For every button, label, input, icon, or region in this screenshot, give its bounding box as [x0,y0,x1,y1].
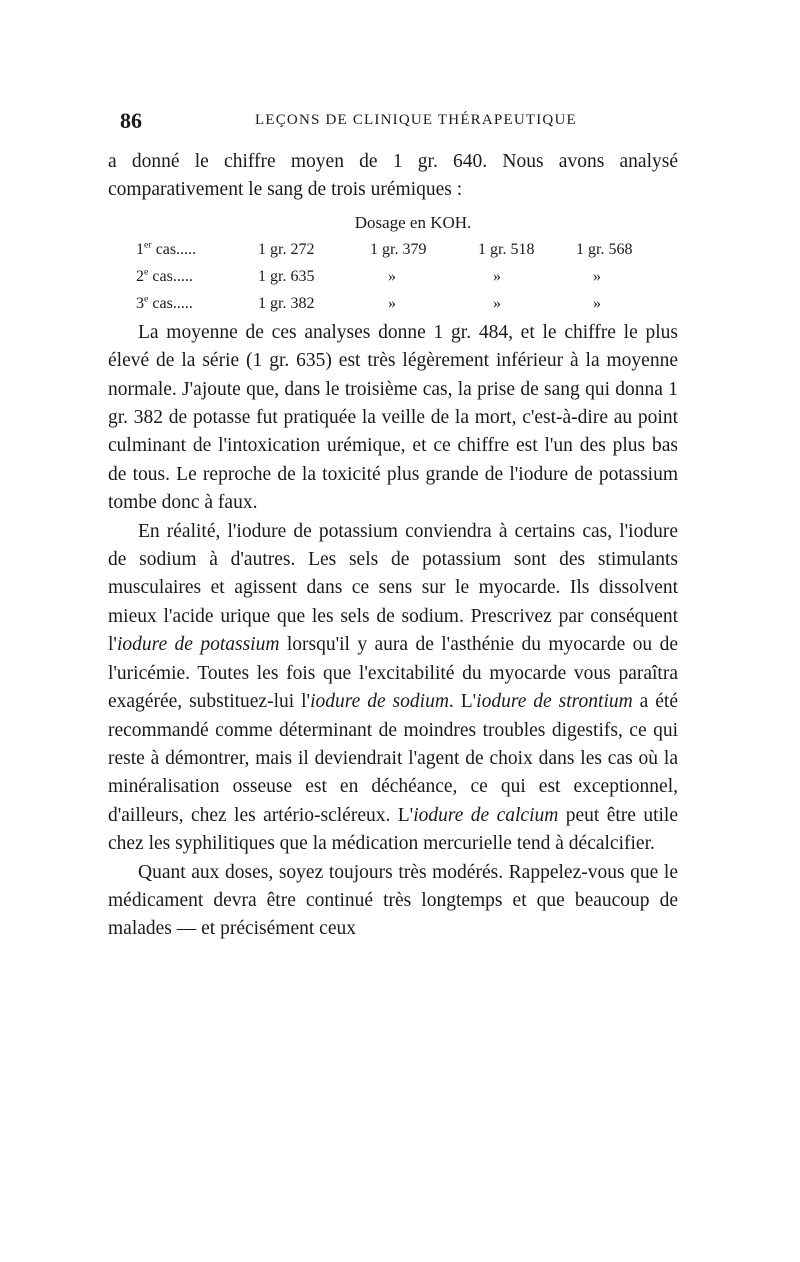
table-cell: 1 gr. 518 [478,240,535,258]
body-text [108,148,678,944]
table-cell: » [593,294,601,312]
table-row [108,290,678,317]
row-label: 2e cas..... [136,266,193,285]
koh-table [108,209,678,317]
intro-paragraph [108,148,678,205]
page-number: 86 [120,108,142,133]
table-row [108,236,678,263]
running-head [120,108,680,136]
table-cell: 1 gr. 635 [258,267,315,285]
table-row [108,263,678,290]
term-iodure-sodium: iodure de sodium [310,691,449,713]
intro-line-1: a donné le chiffre moyen de 1 gr. 640. Nous avons analysé [108,151,678,172]
term-iodure-strontium: iodure de strontium [476,691,633,713]
term-iodure-potassium: iodure de potassium [116,634,280,656]
paragraph-doses: Quant aux doses, soyez toujours très modérés. Rappelez-vous que le médicament devra être continué très longtemps et que beaucoup de malades — et précisément ceux [108,861,678,940]
table-cell: 1 gr. 382 [258,294,315,312]
table-cell: 1 gr. 379 [370,240,427,258]
running-title: LEÇONS DE CLINIQUE THÉRAPEUTIQUE [255,112,577,128]
paragraph-iodides: En réalité, l'iodure de potassium conviendra à certains cas, l'iodure de sodium à d'autres. Les sels de potassium sont des stimulants musculaires et agissent dans ce sens sur le myocarde. Ils dissolvent mieux l'acide urique que les sels de sodium. Prescrivez par conséquent l'iodure de potassium lorsqu'il y aura de l'asthénie du myocarde ou de l'uricémie. Toutes les fois que l'excitabilité du myocarde vous paraîtra exagérée, substituez-lui l'iodure de sodium. L'iodure de strontium a été recommandé comme déterminant de moindres troubles digestifs, ce qui reste à démontrer, mais il deviendrait l'agent de choix dans les cas où la minéralisation osseuse est en déchéance, ce qui est exceptionnel, d'ailleurs, chez les artério-scléreux. L'iodure de calcium peut être utile chez les syphilitiques que la médication mercurielle tend à décalcifier. [108,520,679,855]
table-cell: » [388,294,396,312]
table-caption: Dosage en KOH. [354,212,472,232]
table-cell: » [388,267,396,285]
row-label: 1er cas..... [136,239,197,258]
term-iodure-calcium: iodure de calcium [413,804,559,826]
table-cell: » [593,267,601,285]
table-cell: » [493,294,501,312]
row-label: 3e cas..... [136,293,193,312]
intro-line-2: comparativement le sang de trois urémiques : [108,179,463,201]
table-cell: 1 gr. 272 [258,240,315,258]
table-cell: 1 gr. 568 [576,240,633,258]
table-cell: » [493,267,501,285]
paragraph-average: La moyenne de ces analyses donne 1 gr. 484, et le chiffre le plus élevé de la série (1 gr. 635) est très légèrement inférieur à la moyenne normale. J'ajoute que, dans le troisième cas, la prise de sang qui donna 1 gr. 382 de potasse fut pratiquée la veille de la mort, c'est-à-dire au point culminant de l'intoxication urémique, et ce chiffre est l'un des plus bas de tous. Le reproche de la toxicité plus grande de l'iodure de potassium tombe donc à faux. [108,321,678,514]
